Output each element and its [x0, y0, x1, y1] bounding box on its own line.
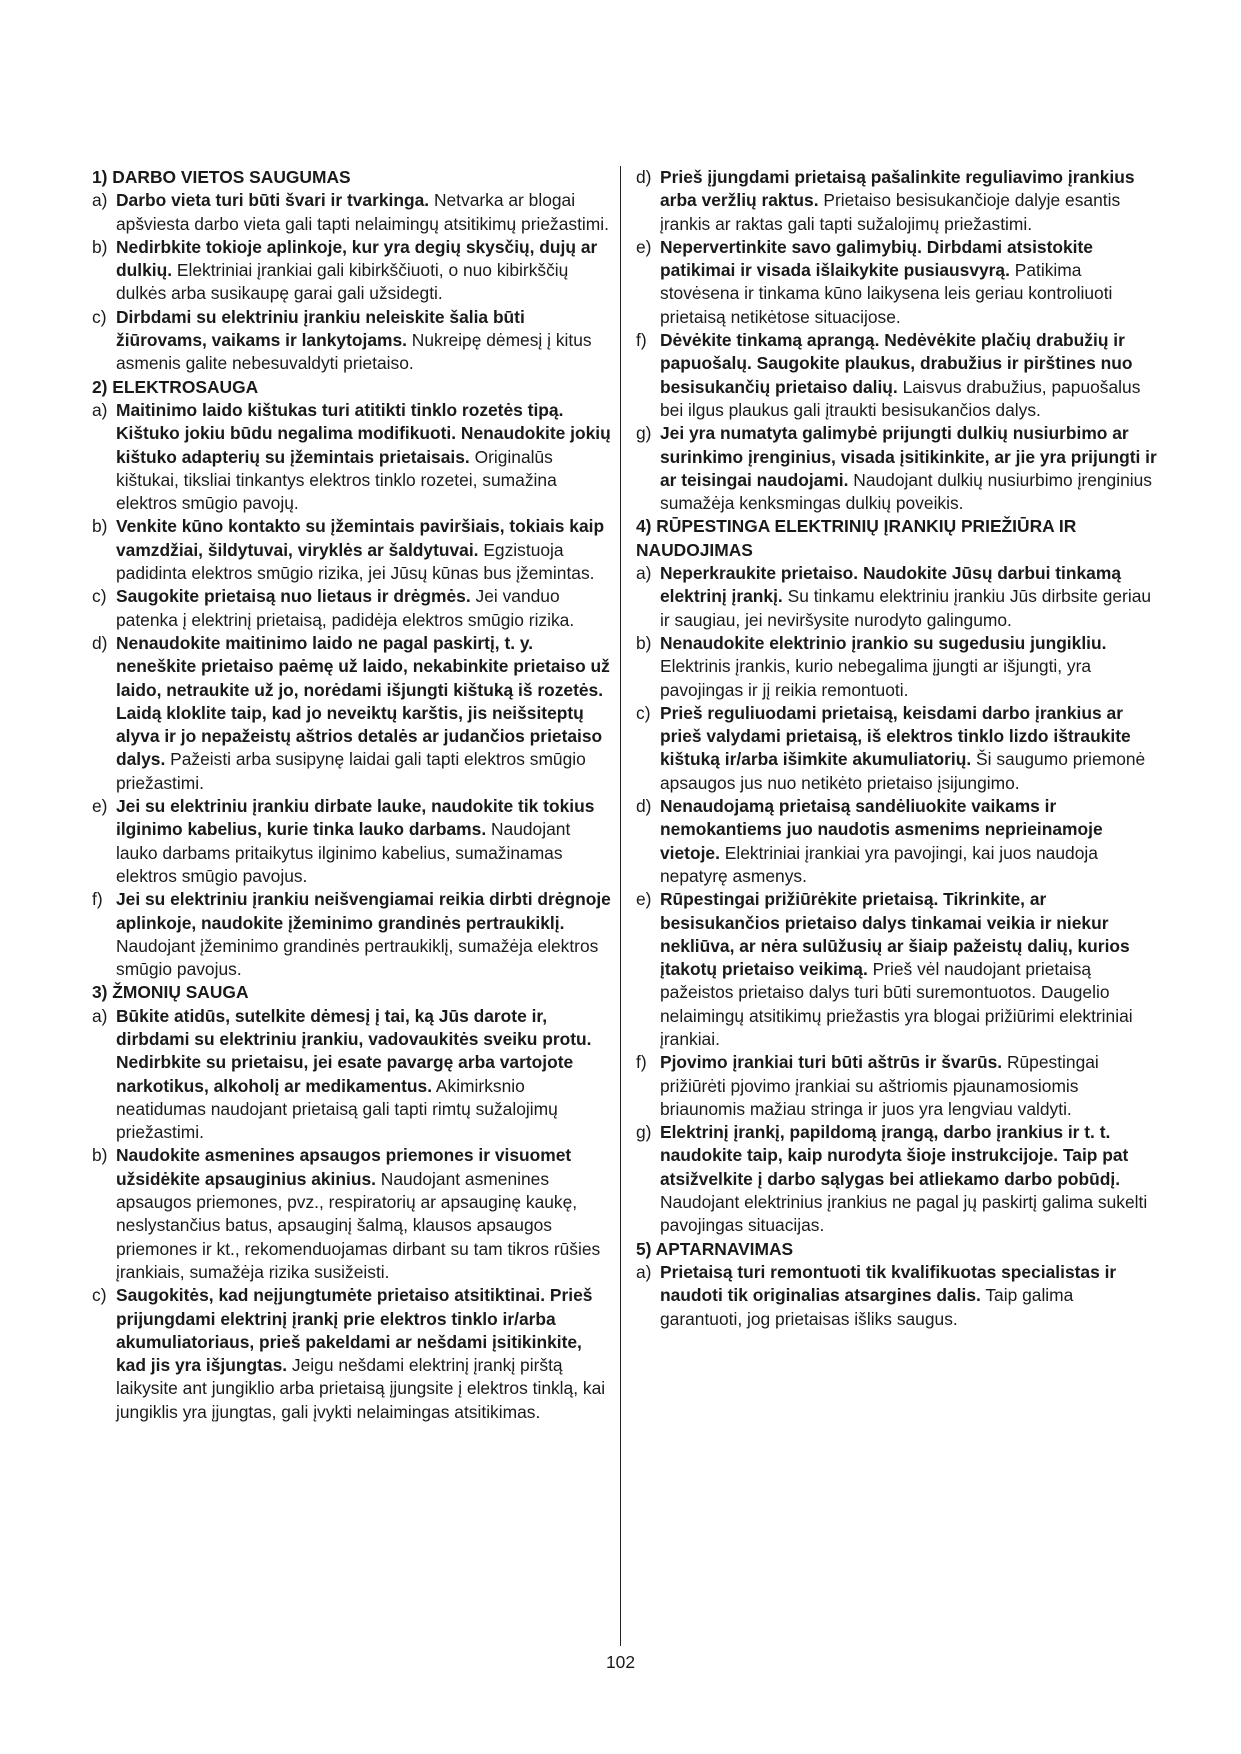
item-bold-text: Venkite kūno kontakto su įžemintais paviršiais, tokiais kaip vamzdžiai, šildytuvai, viryklės ar šaldytuvai. [116, 516, 605, 560]
list-item [92, 1005, 614, 1145]
list-item [92, 306, 614, 376]
list-item [636, 236, 1158, 329]
list-item [92, 585, 614, 632]
item-bold-text: Jei su elektriniu įrankiu neišvengiamai reikia dirbti drėgnoje aplinkoje, naudokite įžeminimo grandinės pertraukiklį. [116, 889, 611, 933]
item-bold-text: Dėvėkite tinkamą aprangą. Nedėvėkite plačių drabužių ir papuošalų. Saugokite plaukus, drabužius ir pirštines nuo besisukančių prietaiso dalių. [660, 330, 1133, 397]
item-bold-text: Nepervertinkite savo galimybių. Dirbdami atsistokite patikimai ir visada išlaikykite pusiausvyrą. [660, 236, 1093, 281]
list-item [92, 632, 614, 795]
item-bold-text: Rūpestingai prižiūrėkite prietaisą. Tikrinkite, ar besisukančios prietaiso dalys tinkamai veikia ir niekur nekliūva, ar nėra sulūžusių ar šiaip pažeistų dalių, kurios įtakotų prietaiso veikimą. [660, 889, 1130, 980]
item-bold-text: Darbo vieta turi būti švari ir tvarkinga. [116, 190, 430, 211]
list-item [636, 702, 1158, 795]
item-letter: e) [636, 236, 652, 257]
item-bold-text: Prieš įjungdami prietaisą pašalinkite reguliavimo įrankius arba veržlių raktus. [660, 167, 1135, 211]
list-item [636, 422, 1158, 515]
list-item [92, 888, 614, 981]
item-text: Prieš vėl naudojant prietaisą pažeistos prietaiso dalys turi būti suremontuotos. Daugelio nelaimingų atsitikimų priežastis yra blogai prižiūrimi elektriniai įrankiai. [660, 959, 1133, 1049]
list-item [92, 795, 614, 888]
column-divider [620, 166, 621, 1646]
list-item [92, 1144, 614, 1284]
item-bold-text: Prietaisą turi remontuoti tik kvalifikuotas specialistas ir naudoti tik originalias atsargines dalis. [660, 1261, 1117, 1306]
right-column [636, 166, 1158, 1331]
item-letter: c) [92, 586, 107, 607]
list-item [92, 1284, 614, 1424]
item-letter: d) [92, 632, 108, 653]
item-bold-text: Nenaudojamą prietaisą sandėliuokite vaikams ir nemokantiems juo naudotis asmenims neprieinamoje vietoje. [660, 796, 1103, 863]
item-bold-text: Jei yra numatyta galimybė prijungti dulkių nusiurbimo ar surinkimo įrenginius, visada įsitikinkite, ar jie yra prijungti ir ar teisingai naudojami. [660, 423, 1157, 490]
list-item [92, 236, 614, 306]
list-item [636, 795, 1158, 888]
item-letter: g) [636, 1122, 652, 1143]
list-item [92, 515, 614, 585]
item-letter: c) [636, 702, 651, 723]
item-text: Naudojant asmenines apsaugos priemones, pvz., respiratorių ar apsauginę kaukę, neslystančius batus, apsauginį šalmą, klausos apsaugos priemones ir kt., rekomenduojamas dirbant su tam tikros rūšies įrankiais, sumažėja rizika susižeisti. [116, 1168, 601, 1282]
item-letter: a) [636, 563, 652, 584]
item-letter: a) [92, 190, 108, 211]
item-bold-text: Elektrinį įrankį, papildomą įrangą, darbo įrankius ir t. t. naudokite taip, kaip nurodyta šioje instrukcijoje. Taip pat atsižvelkite į darbo sąlygas bei atliekamo darbo pobūdį. [660, 1122, 1129, 1189]
item-text: Su tinkamu elektriniu įrankiu Jūs dirbsite geriau ir saugiau, jei neviršysite nurodyto galingumo. [660, 586, 1152, 630]
item-text: Jei vanduo patenka į elektrinį prietaisą, padidėja elektros smūgio rizika. [116, 586, 575, 630]
list-item [636, 1121, 1158, 1237]
item-letter: e) [636, 889, 652, 910]
list-item [92, 189, 614, 236]
item-bold-text: Dirbdami su elektriniu įrankiu neleiskite šalia būti žiūrovams, vaikams ir lankytojams. [116, 306, 525, 351]
item-text: Netvarka ar blogai apšviesta darbo vieta gali tapti nelaimingų atsitikimų priežastimi. [116, 190, 609, 234]
list-item [636, 1261, 1158, 1331]
item-letter: f) [92, 889, 103, 910]
item-letter: g) [636, 423, 652, 444]
item-letter: d) [636, 167, 652, 187]
item-text: Patikima stovėsena ir tinkama kūno laikysena leis geriau kontroliuoti prietaisą netikėtose situacijose. [660, 260, 1113, 327]
page-number: 102 [605, 1652, 635, 1672]
item-bold-text: Saugokitės, kad neįjungtumėte prietaiso atsitiktinai. Prieš prijungdami elektrinį įrankį prie elektros tinklo ir/arba akumuliatoriaus, prieš pakeldami ar nešdami įsitikinkite, kad jis yra išjungtas. [116, 1285, 593, 1376]
item-text: Nukreipę dėmesį į kitus asmenis galite nebesuvaldyti prietaiso. [116, 330, 592, 374]
item-text: Naudojant dulkių nusiurbimo įrenginius sumažėja kenksmingas dulkių poveikis. [660, 469, 1152, 514]
item-bold-text: Naudokite asmenines apsaugos priemones ir visuomet užsidėkite apsauginius akinius. [116, 1145, 572, 1189]
item-text: Ši saugumo priemonė apsaugos jus nuo netikėto prietaiso įsijungimo. [660, 749, 1146, 793]
item-letter: b) [636, 632, 652, 653]
item-text: Prietaiso besisukančioje dalyje esantis įrankis ar raktas gali tapti sužalojimų priežastimi. [660, 190, 1121, 234]
item-text: Elektriniai įrankiai yra pavojingi, kai juos naudoja nepatyrę asmenys. [660, 842, 1098, 886]
item-text: Elektrinis įrankis, kurio nebegalima įjungti ar išjungti, yra pavojingas ir jį reikia remontuoti. [660, 656, 1092, 700]
item-letter: e) [92, 796, 108, 817]
item-bold-text: Nenaudokite elektrinio įrankio su sugedusiu jungikliu. [660, 632, 1107, 653]
item-text: Naudojant įžeminimo grandinės pertraukiklį, sumažėja elektros smūgio pavojus. [116, 935, 599, 980]
item-letter: f) [636, 1052, 647, 1073]
item-letter: b) [92, 516, 108, 537]
item-bold-text: Saugokite prietaisą nuo lietaus ir drėgmės. [116, 586, 471, 607]
item-bold-text: Maitinimo laido kištukas turi atitikti tinklo rozetės tipą. Kištuko jokiu būdu negalima modifikuoti. Nenaudokite jokių kištuko adapterių su įžemintais prietaisais. [116, 399, 611, 467]
item-bold-text: Neperkraukite prietaiso. Naudokite Jūsų darbui tinkamą elektrinį įrankį. [660, 563, 1121, 607]
item-text: Laisvus drabužius, papuošalus bei ilgus plaukus gali įtraukti besisukančios dalys. [660, 376, 1141, 420]
item-bold-text: Jei su elektriniu įrankiu dirbate lauke, naudokite tik tokius ilginimo kabelius, kurie tinka lauko darbams. [116, 796, 595, 840]
list-item [636, 166, 1158, 236]
item-letter: b) [92, 1145, 108, 1166]
item-text: Jeigu nešdami elektrinį įrankį pirštą laikysite ant jungiklio arba prietaisą įjungsite į elektros tinklą, kai jungiklis yra įjungtas, gali įvykti nelaimingas atsitikimas. [116, 1355, 606, 1422]
item-letter: c) [92, 306, 107, 327]
item-letter: a) [92, 399, 108, 420]
item-letter: a) [92, 1005, 108, 1026]
item-letter: b) [92, 236, 108, 257]
list-item [636, 888, 1158, 1051]
item-bold-text: Būkite atidūs, sutelkite dėmesį į tai, ką Jūs darote ir, dirbdami su elektriniu įrankiu, vadovaukitės sveiku protu. Nedirbkite su prietaisu, jei esate pavargę arba vartojote narkotikus, alkoholį ar medikamentus. [116, 1005, 592, 1096]
item-text: Naudojant lauko darbams pritaikytus ilginimo kabelius, sumažinamas elektros smūgio pavojus. [116, 819, 571, 886]
item-text: Naudojant elektrinius įrankius ne pagal jų paskirtį galima sukelti pavojingas situacijas. [660, 1192, 1148, 1236]
list-item [636, 562, 1158, 632]
item-letter: a) [636, 1261, 652, 1282]
left-column [92, 166, 614, 1424]
item-bold-text: Nedirbkite tokioje aplinkoje, kur yra degių skysčių, dujų ar dulkių. [116, 236, 598, 281]
section-heading: 2) ELEKTROSAUGA [92, 376, 259, 397]
item-text: Taip galima garantuoti, jog prietaisas išliks saugus. [660, 1285, 1074, 1329]
list-item [636, 632, 1158, 702]
list-item [636, 1051, 1158, 1121]
section-heading: 1) DARBO VIETOS SAUGUMAS [92, 167, 351, 187]
item-letter: f) [636, 330, 647, 351]
item-bold-text: Nenaudokite maitinimo laido ne pagal paskirtį, t. y. neneškite prietaiso paėmę už laido, nekabinkite prietaiso už laido, netraukite už jo, norėdami išjungti kištuką iš rozetės. Laidą kloklite taip, kad jo neveiktų karštis, jis neišsiteptų alyva ir jo nepažeistų aštrios detalės ar judančios prietaiso dalys. [116, 632, 610, 770]
item-text: Pažeisti arba susipynę laidai gali tapti elektros smūgio priežastimi. [116, 749, 586, 793]
section-heading: 5) APTARNAVIMAS [636, 1238, 794, 1259]
item-letter: d) [636, 796, 652, 817]
item-text: Egzistuoja padidinta elektros smūgio rizika, jei Jūsų kūnas bus įžemintas. [116, 539, 595, 584]
section-heading: 4) RŪPESTINGA ELEKTRINIŲ ĮRANKIŲ PRIEŽIŪRA IR NAUDOJIMAS [636, 516, 1077, 560]
item-bold-text: Prieš reguliuodami prietaisą, keisdami darbo įrankius ar prieš valydami prietaisą, iš elektros tinklo lizdo ištraukite kištuką ir/arba išimkite akumuliatorių. [660, 702, 1131, 770]
list-item [92, 399, 614, 515]
item-text: Rūpestingai prižiūrėti pjovimo įrankiai su aštriomis pjaunamosiomis briaunomis mažiau stringa ir juos yra lengviau valdyti. [660, 1052, 1099, 1119]
item-letter: c) [92, 1285, 107, 1306]
item-text: Elektriniai įrankiai gali kibirkščiuoti, o nuo kibirkščių dulkės arba susikaupę garai gali užsidegti. [116, 260, 569, 304]
item-bold-text: Pjovimo įrankiai turi būti aštrūs ir švarūs. [660, 1052, 1003, 1073]
item-text: Originalūs kištukai, tiksliai tinkantys elektros tinklo rozetei, sumažina elektros smūgio pavojų. [116, 446, 557, 514]
item-text: Akimirksnio neatidumas naudojant prietaisą gali tapti rimtų sužalojimų priežastimi. [116, 1075, 558, 1143]
list-item [636, 329, 1158, 422]
section-heading: 3) ŽMONIŲ SAUGA [92, 982, 249, 1003]
